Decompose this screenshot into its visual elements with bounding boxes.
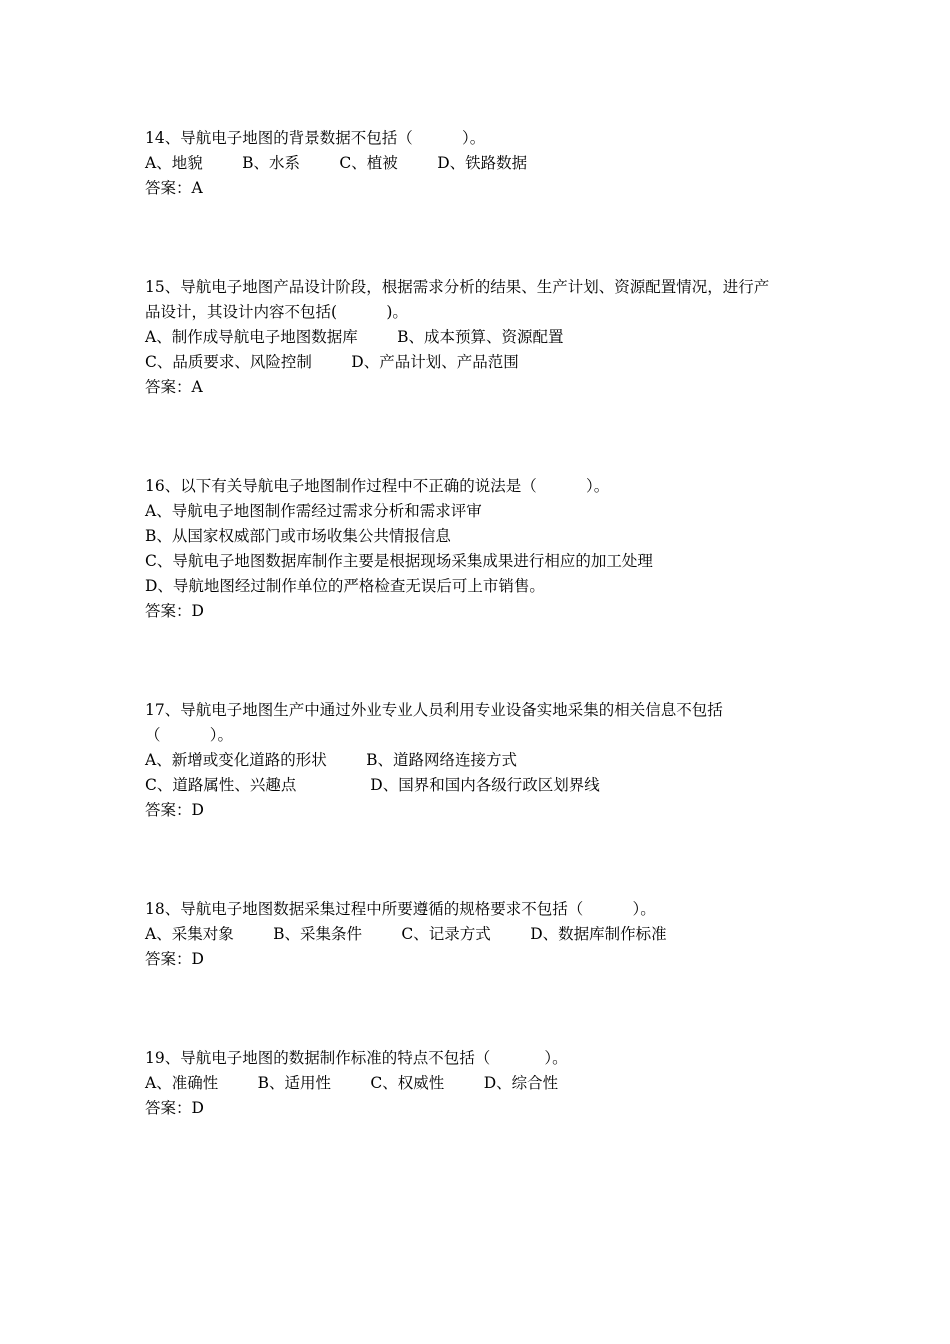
question-14-options: A、地貌 B、水系 C、植被 D、铁路数据 — [145, 154, 528, 172]
question-18-options: A、采集对象 B、采集条件 C、记录方式 D、数据库制作标准 — [145, 925, 667, 943]
question-18-answer: 答案：D — [145, 950, 204, 968]
question-16-option-c: C、导航电子地图数据库制作主要是根据现场采集成果进行相应的加工处理 — [145, 552, 653, 570]
question-16-option-a: A、导航电子地图制作需经过需求分析和需求评审 — [145, 502, 482, 520]
question-19-stem: 19、导航电子地图的数据制作标准的特点不包括（ ）。 — [145, 1049, 568, 1067]
question-16-answer: 答案：D — [145, 602, 204, 620]
question-17-stem-line-1: 17、导航电子地图生产中通过外业专业人员利用专业设备实地采集的相关信息不包括 — [145, 701, 723, 719]
question-17-options-line-1: A、新增或变化道路的形状 B、道路网络连接方式 — [145, 751, 518, 769]
question-18-stem: 18、导航电子地图数据采集过程中所要遵循的规格要求不包括（ ）。 — [145, 900, 656, 918]
question-19-answer: 答案：D — [145, 1099, 204, 1117]
question-15-options-line-1: A、制作成导航电子地图数据库 B、成本预算、资源配置 — [145, 328, 564, 346]
question-14-stem: 14、导航电子地图的背景数据不包括（ ）。 — [145, 129, 486, 147]
question-16-option-d: D、导航地图经过制作单位的严格检查无误后可上市销售。 — [145, 577, 545, 595]
question-17-stem-line-2: （ ）。 — [145, 726, 234, 744]
question-14-answer: 答案：A — [145, 179, 203, 197]
question-15-answer: 答案：A — [145, 378, 203, 396]
question-17-answer: 答案：D — [145, 801, 204, 819]
question-15-stem-line-1: 15、导航电子地图产品设计阶段，根据需求分析的结果、生产计划、资源配置情况，进行产 — [145, 278, 770, 296]
question-16-option-b: B、从国家权威部门或市场收集公共情报信息 — [145, 527, 451, 545]
question-15-stem-line-2: 品设计，其设计内容不包括( )。 — [145, 303, 408, 321]
question-19-options: A、准确性 B、适用性 C、权威性 D、综合性 — [145, 1074, 559, 1092]
question-17-options-line-2: C、道路属性、兴趣点 D、国界和国内各级行政区划界线 — [145, 776, 600, 794]
question-15-options-line-2: C、品质要求、风险控制 D、产品计划、产品范围 — [145, 353, 519, 371]
question-16-stem: 16、以下有关导航电子地图制作过程中不正确的说法是（ ）。 — [145, 477, 610, 495]
